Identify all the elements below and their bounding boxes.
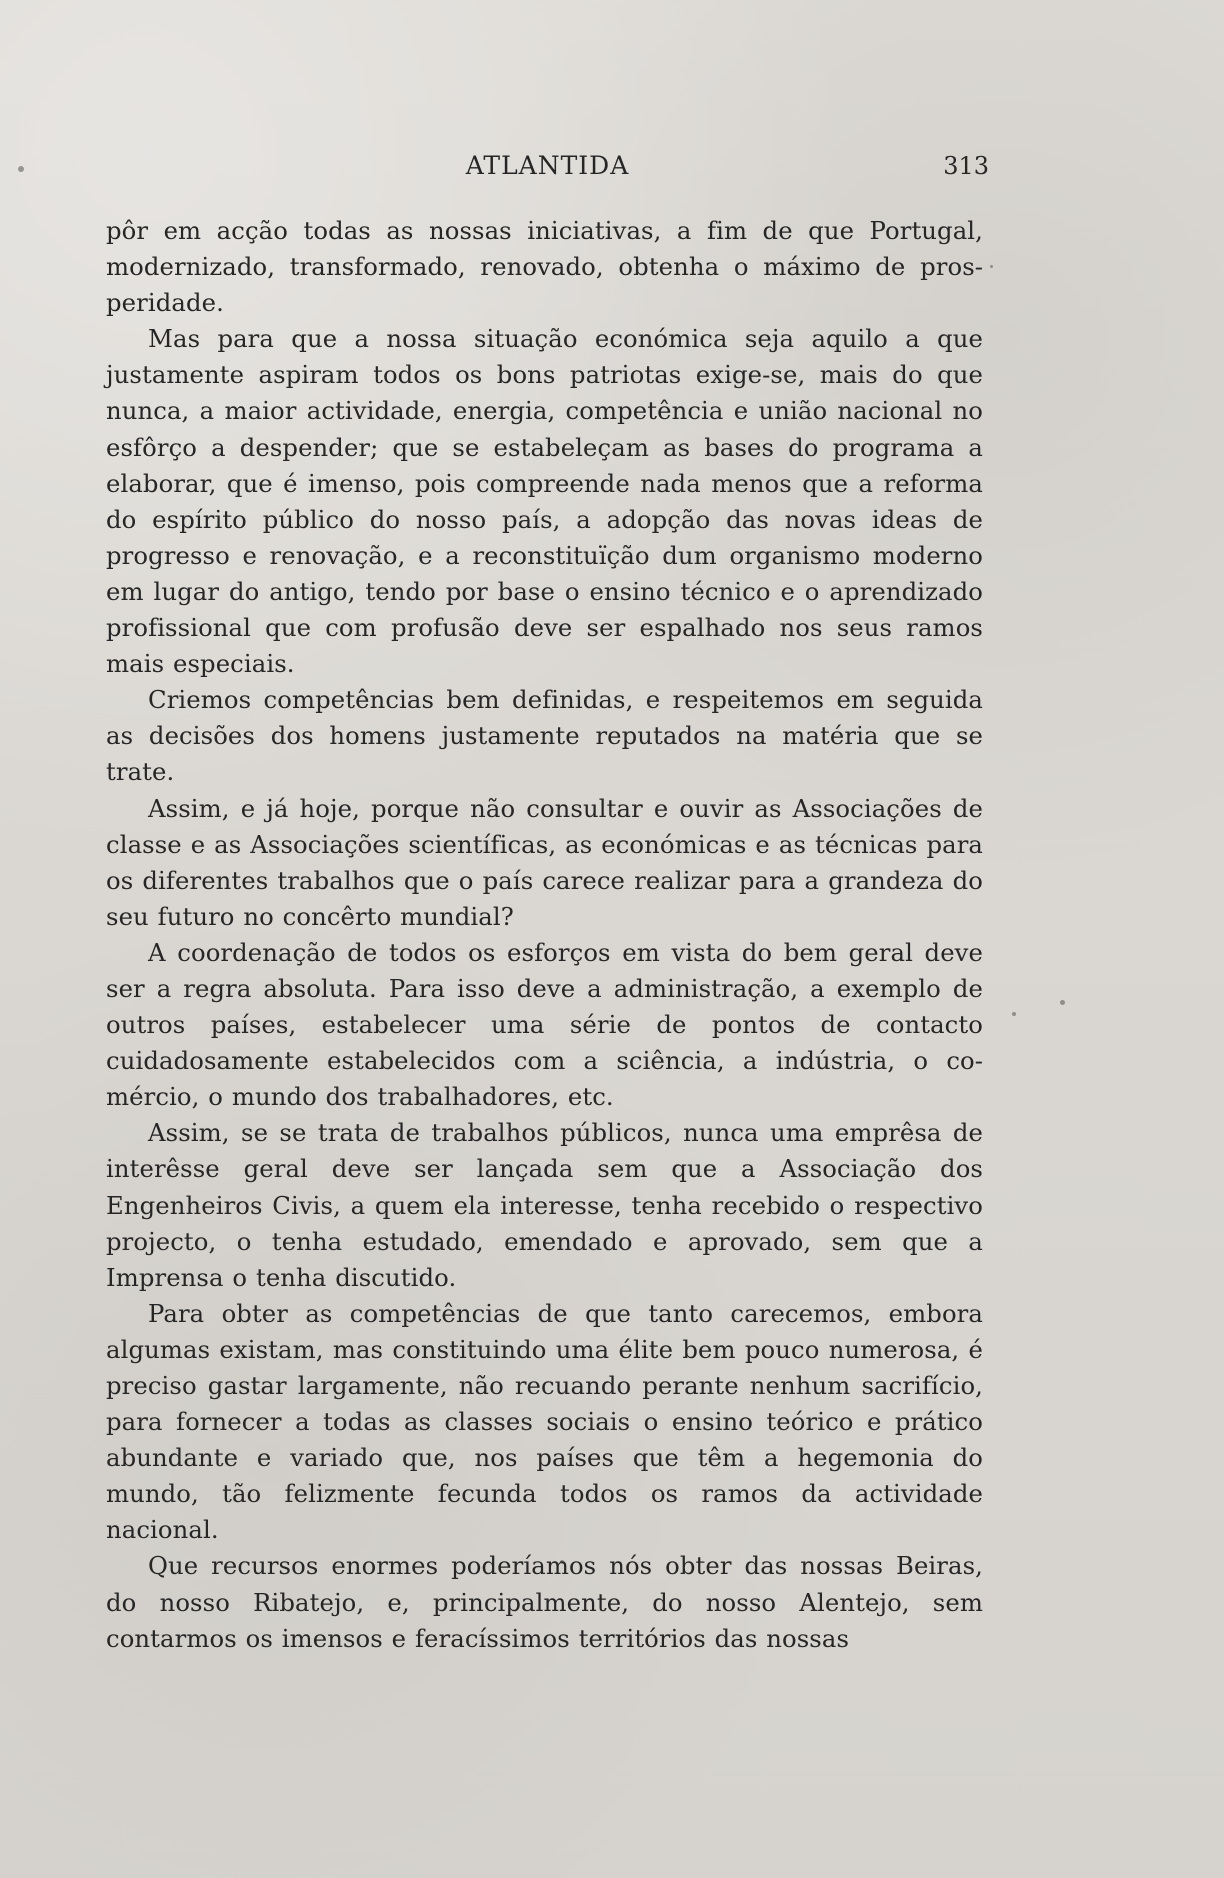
- scan-speck: [1012, 1012, 1016, 1016]
- paragraph-2: Mas para que a nossa situação económica seja aquilo a que justamente aspiram todos os bons patriotas exige-se, mais do que nunca, a maior actividade, energia, competência e união nacional no esfôrço a despender; que se estabeleçam as bases do programa a elaborar, que é imenso, pois compreende nada menos que a reforma do espírito público do nosso país, a adopção das novas ideas de progresso e renovação, e a reconstituïção dum organismo moderno em lugar do antigo, tendo por base o ensino técnico e o aprendizado profissional que com profusão deve ser espalhado nos seus ramos mais especiais.: [106, 324, 983, 679]
- body-text: [106, 213, 983, 1657]
- running-title: ATLANTIDA: [465, 151, 630, 180]
- paragraph-5: A coordenação de todos os esforços em vista do bem geral deve ser a regra absoluta. Para isso deve a administração, a exemplo de outros países, estabelecer uma série de pontos de contacto cuidadosamente estabelecidos com a sciência, a indústria, o comércio, o mundo dos trabalhadores, etc.: [106, 937, 983, 1112]
- paragraph-4: Assim, e já hoje, porque não consultar e ouvir as Associações de classe e as Associações scientíficas, as económicas e as técnicas para os diferentes trabalhos que o país carece realizar para a grandeza do seu futuro no concêrto mundial?: [106, 793, 983, 931]
- scan-speck: [1060, 1000, 1065, 1005]
- scan-speck: [18, 166, 24, 172]
- scan-speck: [990, 265, 993, 268]
- paragraph-3: Criemos competências bem definidas, e respeitemos em seguida as decisões dos homens justamente reputados na matéria que se trate.: [106, 685, 983, 787]
- paragraph-1: pôr em acção todas as nossas iniciativas, a fim de que Portugal, modernizado, transformado, renovado, obtenha o máximo de prosperidade.: [106, 216, 983, 318]
- page-number: 313: [943, 152, 989, 180]
- page-header: [106, 148, 989, 184]
- paragraph-7: Para obter as competências de que tanto carecemos, embora algumas existam, mas constituindo uma élite bem pouco numerosa, é preciso gastar largamente, não recuando perante nenhum sacrifício, para fornecer a todas as classes sociais o ensino teórico e prático abundante e variado que, nos países que têm a hegemonia do mundo, tão felizmente fecunda todos os ramos da actividade nacional.: [106, 1298, 983, 1545]
- paragraph-8: Que recursos enormes poderíamos nós obter das nossas Beiras, do nosso Ribatejo, e, principalmente, do nosso Alentejo, sem contarmos os imensos e feracíssimos territórios das nossas: [106, 1551, 983, 1653]
- paragraph-6: Assim, se se trata de trabalhos públicos, nunca uma emprêsa de interêsse geral deve ser lançada sem que a Associação dos Engenheiros Civis, a quem ela interesse, tenha recebido o respectivo projecto, o tenha estudado, emendado e aprovado, sem que a Imprensa o tenha discutido.: [106, 1118, 983, 1292]
